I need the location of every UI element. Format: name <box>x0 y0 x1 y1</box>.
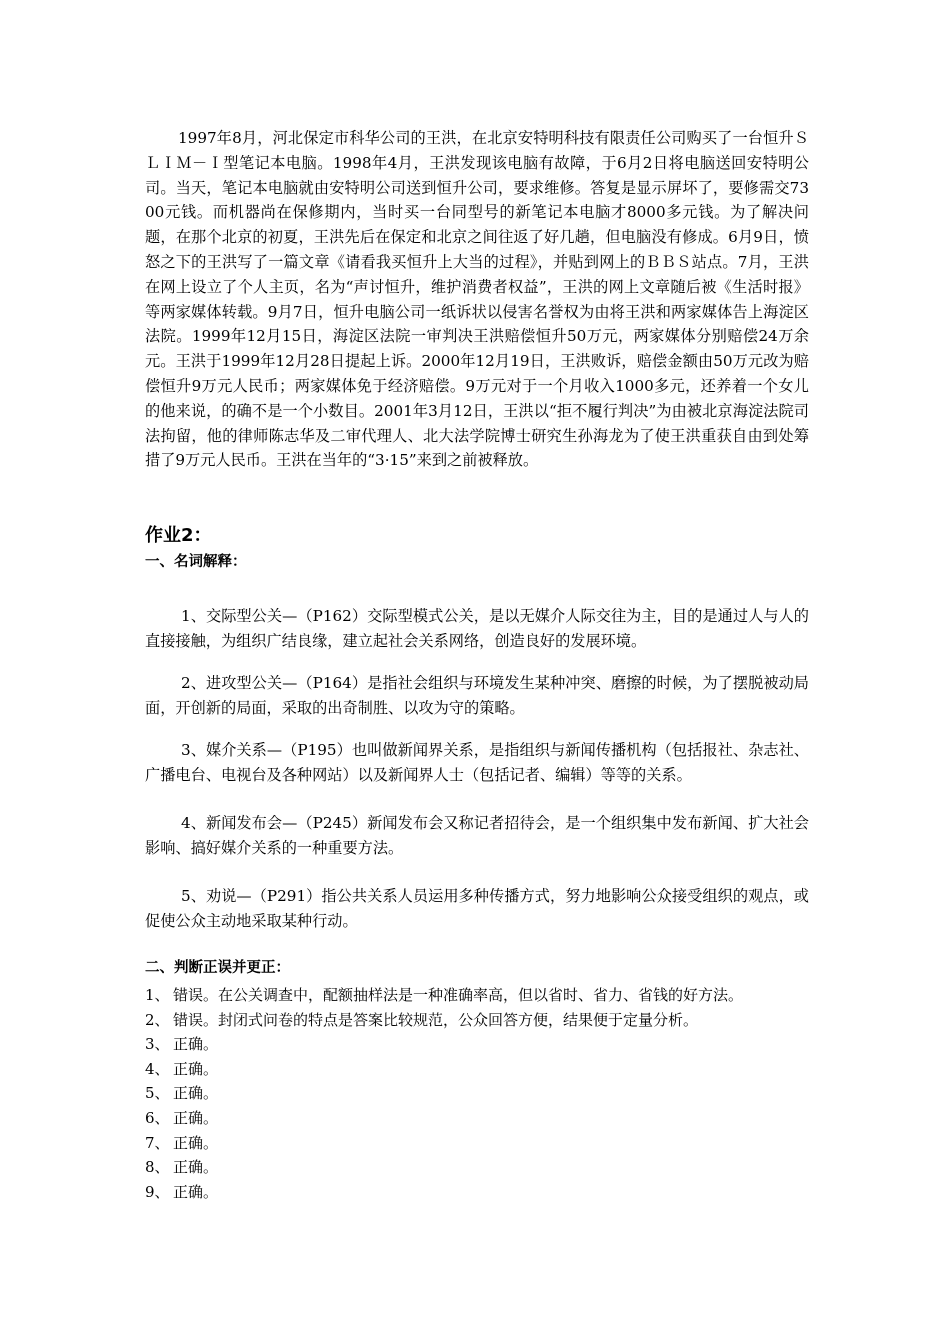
homework-heading: 作业2： <box>145 525 212 546</box>
judgment-item <box>145 1180 815 1205</box>
judgment-item <box>145 1131 815 1156</box>
judgment-number: 4、 <box>145 1059 170 1078</box>
section-heading-true-false: 二、判断正误并更正： <box>145 960 290 976</box>
judgment-item <box>145 1081 815 1106</box>
judgment-number: 1、 <box>145 986 170 1004</box>
term-definition-item: 3、媒介关系—（P195）也叫做新闻界关系，是指组织与新闻传播机构（包括报社、杂志社、广播电台、电视台及各种网站）以及新闻界人士（包括记者、编辑）等等的关系。 <box>145 741 809 784</box>
judgment-text: 错误。封闭式问卷的特点是答案比较规范，公众回答方便，结果便于定量分析。 <box>173 1010 699 1029</box>
judgment-number: 2、 <box>145 1010 170 1029</box>
judgment-number: 3、 <box>145 1035 170 1054</box>
judgment-item <box>145 1008 815 1033</box>
judgment-text: 正确。 <box>173 1035 219 1054</box>
term-definition-item: 5、劝说—（P291）指公共关系人员运用多种传播方式，努力地影响公众接受组织的观点，或促使公众主动地采取某种行动。 <box>145 887 809 930</box>
judgment-item <box>145 1057 815 1082</box>
section-heading-term-definitions: 一、名词解释： <box>145 554 247 570</box>
term-definition-item: 4、新闻发布会—（P245）新闻发布会又称记者招待会，是一个组织集中发布新闻、扩大社会影响、搞好媒介关系的一种重要方法。 <box>145 814 809 857</box>
judgment-item <box>145 983 815 1008</box>
judgment-number: 8、 <box>145 1158 170 1177</box>
judgment-item <box>145 1155 815 1180</box>
judgment-text: 正确。 <box>173 1059 219 1078</box>
term-definition-item: 1、交际型公关—（P162）交际型模式公关，是以无媒介人际交往为主，目的是通过人与人的直接接触，为组织广结良缘，建立起社会关系网络，创造良好的发展环境。 <box>145 607 809 650</box>
judgment-text: 正确。 <box>173 1133 219 1152</box>
judgment-text: 正确。 <box>173 1108 219 1127</box>
judgment-number: 5、 <box>145 1084 170 1103</box>
judgment-item <box>145 1032 815 1057</box>
judgment-text: 错误。在公关调查中，配额抽样法是一种准确率高，但以省时、省力、省钱的好方法。 <box>173 986 744 1004</box>
judgment-item <box>145 1106 815 1131</box>
judgment-number: 9、 <box>145 1182 170 1201</box>
case-paragraph: 1997年8月，河北保定市科华公司的王洪，在北京安特明科技有限责任公司购买了一台恒升ＳＬＩＭ－Ｉ型笔记本电脑。1998年4月，王洪发现该电脑有故障，于6月2日将电脑送回安特明公司。当天，笔记本电脑就由安特明公司送到恒升公司，要求维修。答复是显示屏坏了，要修需交7300元钱。而机器尚在保修期内，当时买一台同型号的新笔记本电脑才8000多元钱。为了解决问题，在那个北京的初夏，王洪先后在保定和北京之间往返了好几趟，但电脑没有修成。6月9日，愤怒之下的王洪写了一篇文章《请看我买恒升上大当的过程》，并贴到网上的ＢＢＳ站点。7月，王洪在网上设立了个人主页，名为“声讨恒升，维护消费者权益”，王洪的网上文章随后被《生活时报》等两家媒体转载。9月7日，恒升电脑公司一纸诉状以侵害名誉权为由将王洪和两家媒体告上海淀区法院。1999年12月15日，海淀区法院一审判决王洪赔偿恒升50万元，两家媒体分别赔偿24万余元。王洪于1999年12月28日提起上诉。2000年12月19日，王洪败诉，赔偿金额由50万元改为赔偿恒升9万元人民币；两家媒体免于经济赔偿。9万元对于一个月收入1000多元，还养着一个女儿的他来说，的确不是一个小数目。2001年3月12日，王洪以“拒不履行判决”为由被北京海淀法院司法拘留，他的律师陈志华及二审代理人、北大法学院博士研究生孙海龙为了使王洪重获自由到处筹措了9万元人民币。王洪在当年的“3·15”来到之前被释放。 <box>145 129 809 470</box>
judgment-text: 正确。 <box>173 1158 219 1177</box>
term-definition-item: 2、进攻型公关—（P164）是指社会组织与环境发生某种冲突、磨擦的时候，为了摆脱被动局面，开创新的局面，采取的出奇制胜、以攻为守的策略。 <box>145 674 809 717</box>
judgment-text: 正确。 <box>173 1182 219 1201</box>
judgment-list <box>145 983 815 1204</box>
judgment-text: 正确。 <box>173 1084 219 1103</box>
judgment-number: 7、 <box>145 1133 170 1152</box>
judgment-number: 6、 <box>145 1108 170 1127</box>
